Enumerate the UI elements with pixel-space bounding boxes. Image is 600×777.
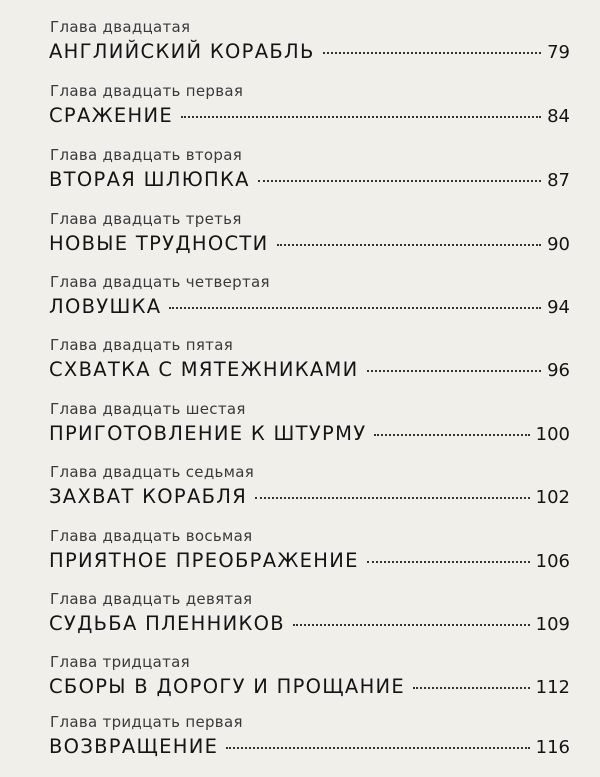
dot-leader [169,307,541,309]
page-number: 79 [547,42,570,63]
toc-entry [0,18,600,82]
chapter-label: Глава тридцатая [50,653,190,671]
chapter-label: Глава двадцать первая [50,82,244,100]
toc-title-row [49,735,570,758]
page-number: 112 [535,677,570,698]
chapter-label: Глава двадцать пятая [50,336,234,354]
dot-leader [374,434,529,436]
toc-entry [0,210,600,274]
dot-leader [258,180,541,182]
toc-title-row [49,295,570,318]
toc-entry [0,590,600,654]
chapter-label: Глава двадцать вторая [50,146,243,164]
toc-title-row [49,485,570,508]
chapter-title: ВТОРАЯ ШЛЮПКА [49,168,250,191]
page-number: 106 [535,551,570,572]
dot-leader [255,497,530,499]
toc-entry [0,400,600,464]
toc-entry [0,336,600,400]
chapter-title: СУДЬБА ПЛЕННИКОВ [49,612,285,635]
chapter-label: Глава двадцать седьмая [50,463,255,481]
chapter-title: АНГЛИЙСКИЙ КОРАБЛЬ [49,40,315,63]
toc-entry [0,527,600,591]
page-number: 94 [547,297,570,318]
toc-entry [0,146,600,210]
chapter-label: Глава двадцать восьмая [50,527,253,545]
chapter-label: Глава двадцать девятая [50,590,253,608]
dot-leader [413,687,530,689]
chapter-title: ЛОВУШКА [49,295,162,318]
page-number: 87 [547,170,570,191]
page-number: 96 [547,360,570,381]
dot-leader [367,370,542,372]
chapter-title: ПРИЯТНОЕ ПРЕОБРАЖЕНИЕ [49,549,359,572]
chapter-title: ПРИГОТОВЛЕНИЕ К ШТУРМУ [49,422,367,445]
toc-title-row [49,358,570,381]
chapter-label: Глава тридцать первая [50,713,243,731]
chapter-title: ЗАХВАТ КОРАБЛЯ [49,485,248,508]
toc-title-row [49,422,570,445]
chapter-title: СРАЖЕНИЕ [49,104,174,127]
toc-entry [0,653,600,717]
toc-entry [0,273,600,337]
page-number: 100 [535,424,570,445]
chapter-label: Глава двадцать третья [50,210,242,228]
chapter-title: СХВАТКА С МЯТЕЖНИКАМИ [49,358,359,381]
page-number: 90 [547,234,570,255]
chapter-title: ВОЗВРАЩЕНИЕ [49,735,219,758]
toc-title-row [49,675,570,698]
chapter-label: Глава двадцать шестая [50,400,246,418]
dot-leader [226,747,529,749]
toc-entry [0,713,600,777]
toc-entry [0,463,600,527]
toc-title-row [49,232,570,255]
toc-entry [0,82,600,146]
chapter-title: НОВЫЕ ТРУДНОСТИ [49,232,269,255]
page-number: 116 [535,737,570,758]
dot-leader [367,561,530,563]
toc-title-row [49,549,570,572]
dot-leader [323,52,541,54]
chapter-label: Глава двадцатая [50,18,191,36]
page-number: 109 [535,614,570,635]
toc-title-row [49,40,570,63]
toc-title-row [49,168,570,191]
dot-leader [293,624,530,626]
page-number: 102 [535,487,570,508]
toc-title-row [49,612,570,635]
page-number: 84 [547,106,570,127]
toc-title-row [49,104,570,127]
dot-leader [277,244,542,246]
chapter-label: Глава двадцать четвертая [50,273,270,291]
chapter-title: СБОРЫ В ДОРОГУ И ПРОЩАНИЕ [49,675,406,698]
dot-leader [181,116,541,118]
